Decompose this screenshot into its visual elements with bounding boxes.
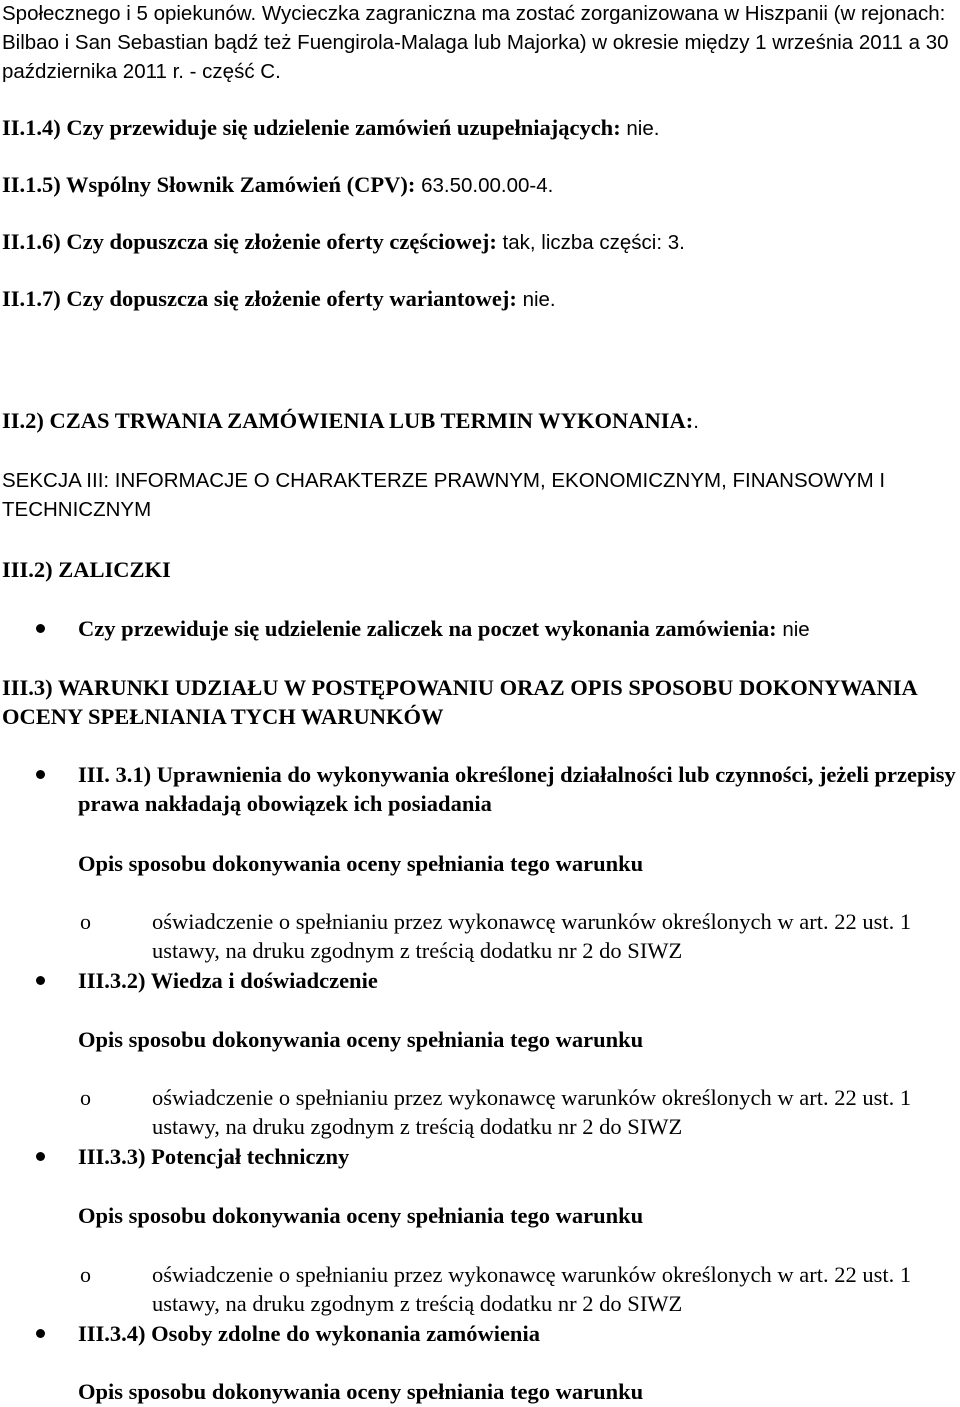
circle-bullet-icon: o <box>80 1262 91 1287</box>
heading-iii-3: III.3) WARUNKI UDZIAŁU W POSTĘPOWANIU ORAZ OPIS SPOSOBU DOKONYWANIA OCENY SPEŁNIANIA TYCH WARUNKÓW <box>2 675 917 729</box>
section-ii-2 <box>2 406 956 436</box>
condition-assessment-3-3: Opis sposobu dokonywania oceny spełniania tego warunku <box>78 1203 644 1228</box>
intro-paragraph: Społecznego i 5 opiekunów. Wycieczka zagraniczna ma zostać zorganizowana w Hiszpanii (w rejonach: Bilbao i San Sebastian bądź też Fuengirola-Malaga lub Majorka) w okresie między 1 września 2011 a 30 października 2011 r. - część C. <box>2 2 949 83</box>
section-value: . <box>693 410 699 433</box>
sekcja-iii-title: SEKCJA III: INFORMACJE O CHARAKTERZE PRAWNYM, EKONOMICZNYM, FINANSOWYM I TECHNICZNYM <box>2 469 886 521</box>
question-value: nie <box>776 618 810 641</box>
question-label: Czy przewiduje się udzielenie zaliczek na poczet wykonania zamówienia: <box>78 616 777 641</box>
section-label: II.1.7) Czy dopuszcza się złożenie oferty wariantowej: <box>2 286 517 311</box>
condition-title-3-4: III.3.4) Osoby zdolne do wykonania zamówienia <box>78 1321 540 1346</box>
condition-statement-3-2: oświadczenie o spełnianiu przez wykonawcę warunków określonych w art. 22 ust. 1 ustawy, na druku zgodnym z treścią dodatku nr 2 do SIWZ <box>152 1085 912 1139</box>
condition-title-3-2: III.3.2) Wiedza i doświadczenie <box>78 968 378 993</box>
section-ii-1-7 <box>2 284 956 314</box>
zaliczki-question <box>78 614 956 644</box>
condition-assessment-3-4: Opis sposobu dokonywania oceny spełniania tego warunku <box>78 1379 644 1404</box>
section-value: tak, liczba części: 3. <box>496 231 685 254</box>
section-label: II.2) CZAS TRWANIA ZAMÓWIENIA LUB TERMIN WYKONANIA: <box>2 408 694 433</box>
bullet-icon <box>36 624 45 633</box>
section-value: nie. <box>516 288 556 311</box>
condition-statement-3-1: oświadczenie o spełnianiu przez wykonawcę warunków określonych w art. 22 ust. 1 ustawy, na druku zgodnym z treścią dodatku nr 2 do SIWZ <box>152 909 912 963</box>
heading-iii-2: III.2) ZALICZKI <box>2 557 171 582</box>
section-value: 63.50.00.00-4. <box>415 174 554 197</box>
circle-bullet-icon: o <box>80 1085 91 1110</box>
bullet-icon <box>36 976 45 985</box>
section-ii-1-5 <box>2 170 956 200</box>
bullet-icon <box>36 1329 45 1338</box>
section-value: nie. <box>620 117 660 140</box>
condition-statement-3-3: oświadczenie o spełnianiu przez wykonawcę warunków określonych w art. 22 ust. 1 ustawy, na druku zgodnym z treścią dodatku nr 2 do SIWZ <box>152 1262 912 1316</box>
condition-assessment-3-2: Opis sposobu dokonywania oceny spełniania tego warunku <box>78 1027 644 1052</box>
section-label: II.1.6) Czy dopuszcza się złożenie oferty częściowej: <box>2 229 497 254</box>
bullet-icon <box>36 770 45 779</box>
condition-title-3-1: III. 3.1) Uprawnienia do wykonywania określonej działalności lub czynności, jeżeli przepisy prawa nakładają obowiązek ich posiadania <box>78 762 956 816</box>
section-label: II.1.5) Wspólny Słownik Zamówień (CPV): <box>2 172 416 197</box>
condition-assessment-3-1: Opis sposobu dokonywania oceny spełniania tego warunku <box>78 851 644 876</box>
bullet-icon <box>36 1152 45 1161</box>
section-ii-1-4 <box>2 113 956 143</box>
section-label: II.1.4) Czy przewiduje się udzielenie zamówień uzupełniających: <box>2 115 621 140</box>
section-ii-1-6 <box>2 227 956 257</box>
circle-bullet-icon: o <box>80 909 91 934</box>
condition-title-3-3: III.3.3) Potencjał techniczny <box>78 1144 350 1169</box>
